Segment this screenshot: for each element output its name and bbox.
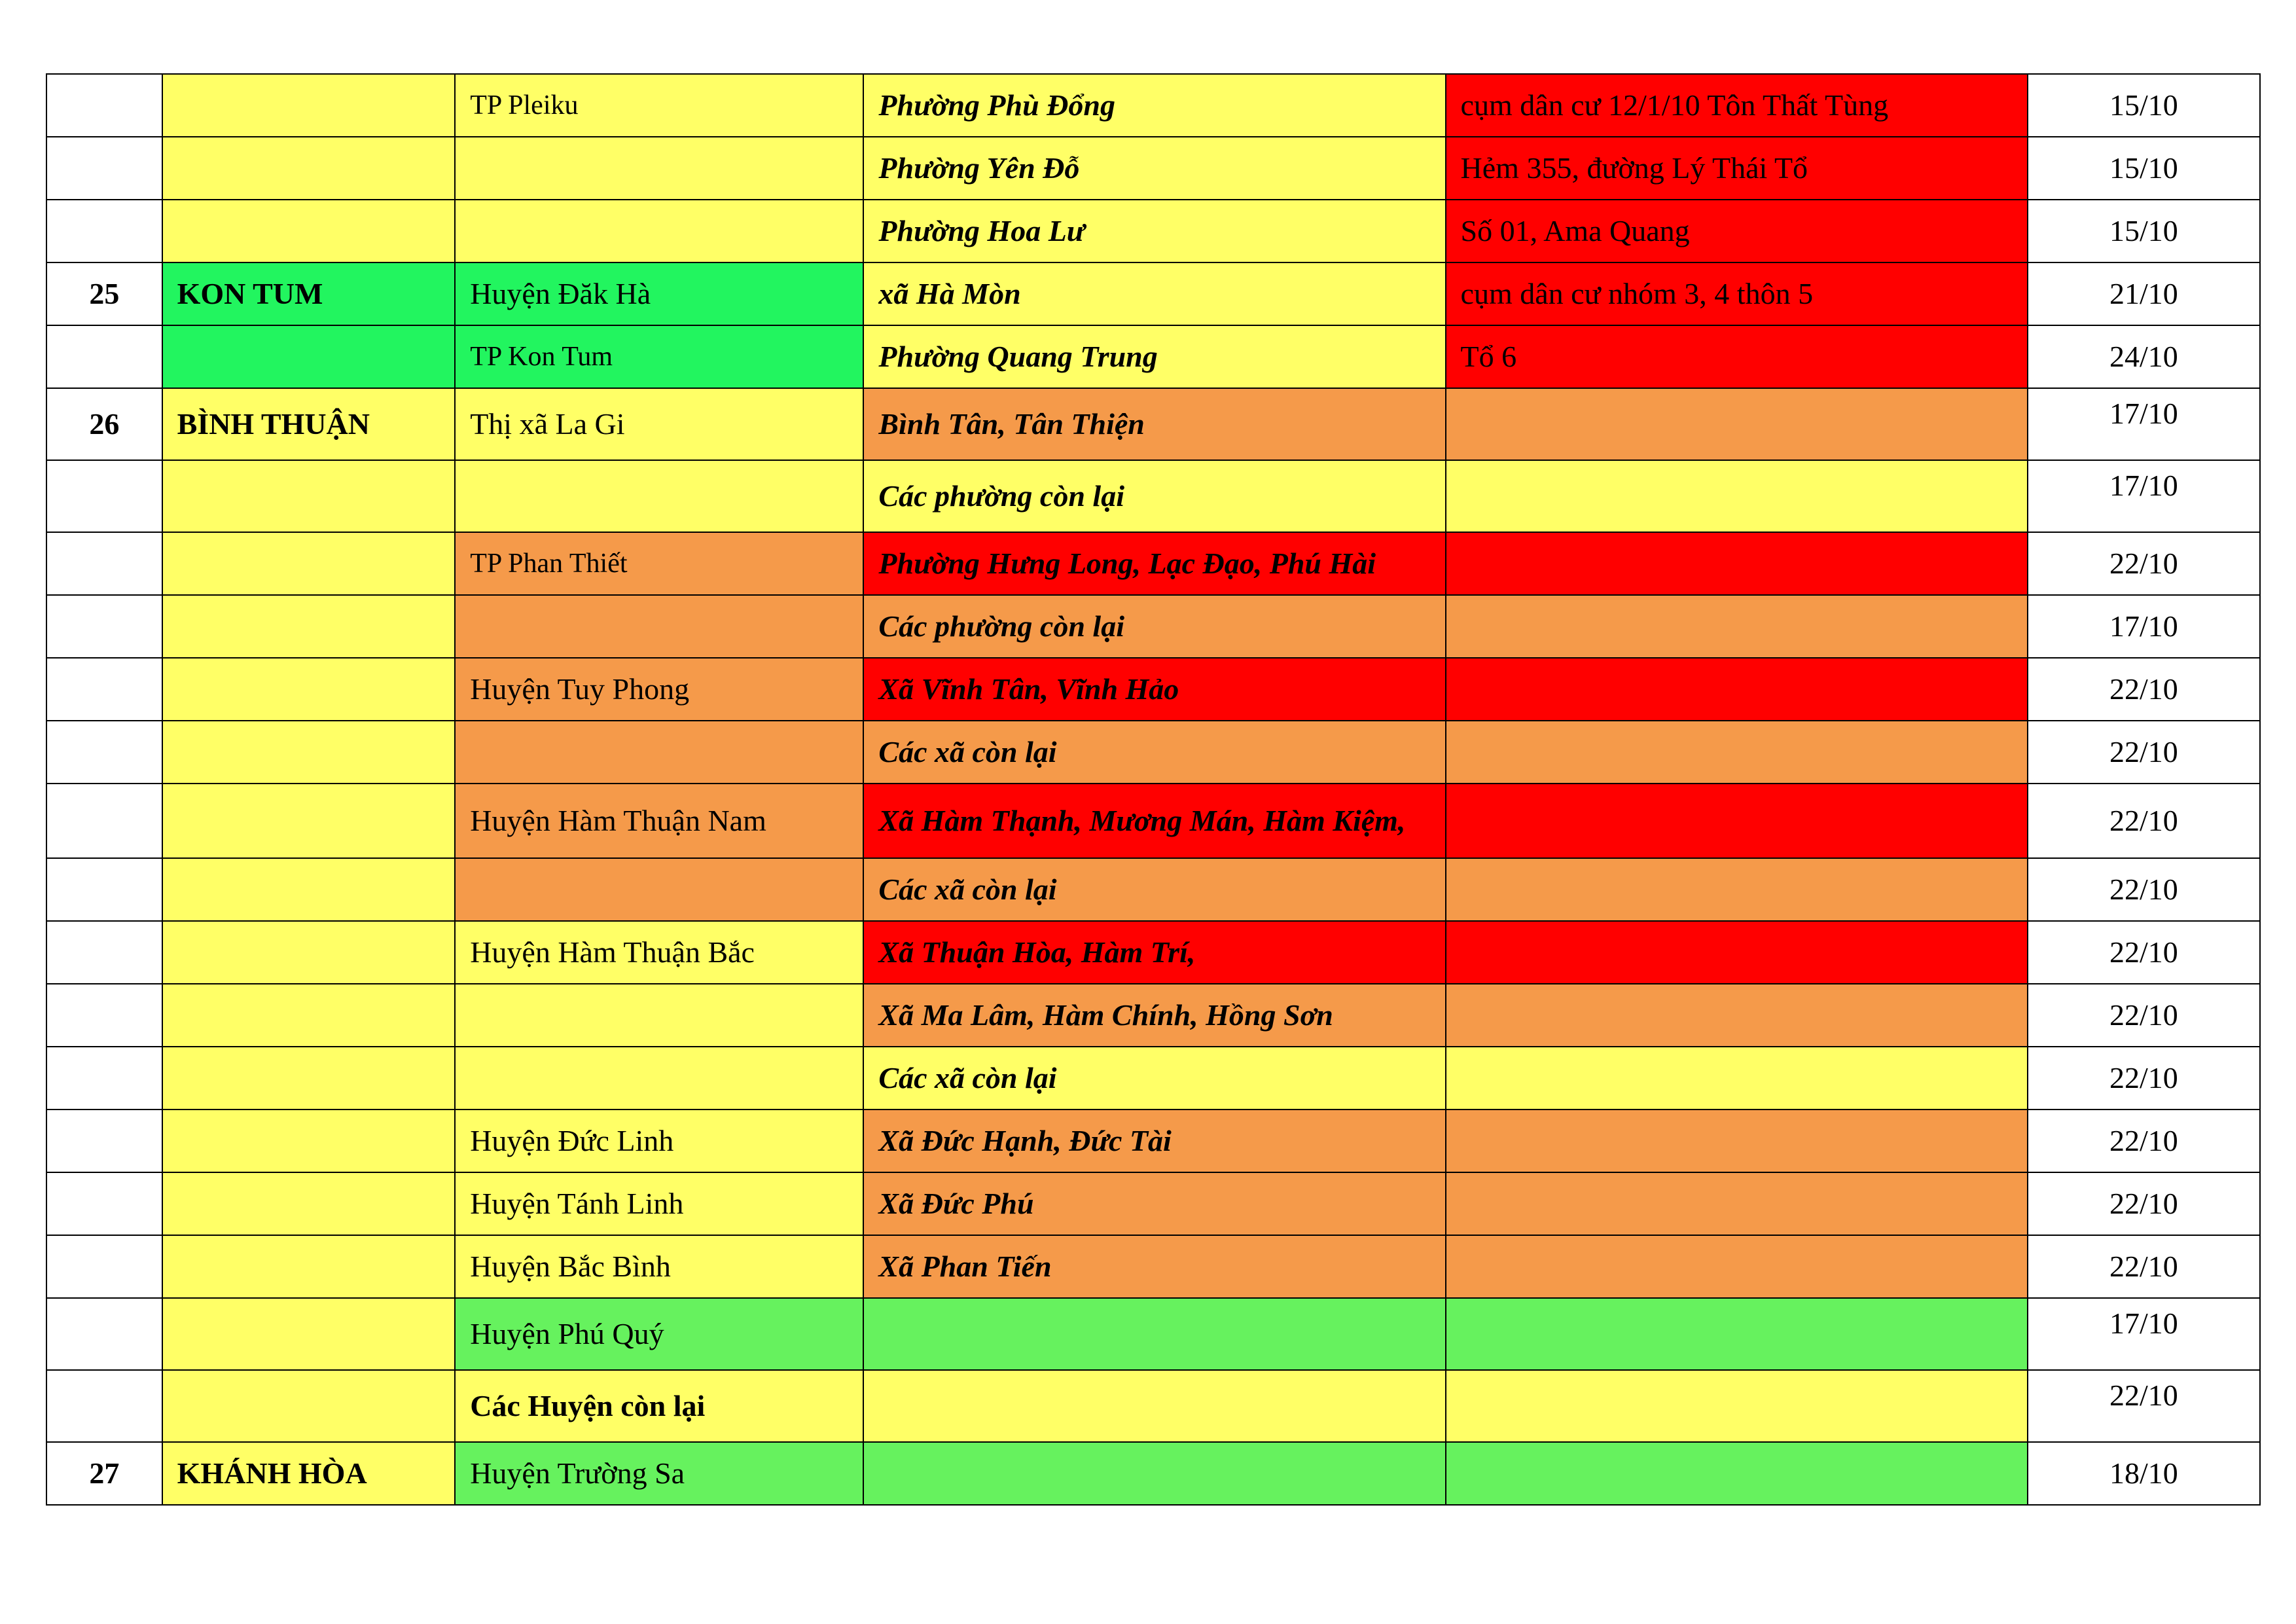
date-cell: 22/10 xyxy=(2028,532,2260,595)
ward-cell: Xã Thuận Hòa, Hàm Trí, xyxy=(863,921,1445,984)
ward-cell: Các xã còn lại xyxy=(863,1047,1445,1110)
table-row xyxy=(46,388,2260,460)
ward-cell: Các xã còn lại xyxy=(863,858,1445,921)
stt-cell xyxy=(46,1047,162,1110)
table-row xyxy=(46,721,2260,784)
district-cell: TP Phan Thiết xyxy=(455,532,863,595)
province-cell xyxy=(162,325,456,388)
province-cell xyxy=(162,921,456,984)
ward-cell xyxy=(863,1298,1445,1370)
province-cell xyxy=(162,784,456,858)
district-cell xyxy=(455,200,863,262)
date-cell: 17/10 xyxy=(2028,595,2260,658)
table-row xyxy=(46,137,2260,200)
district-cell: Huyện Hàm Thuận Nam xyxy=(455,784,863,858)
date-cell: 22/10 xyxy=(2028,784,2260,858)
ward-cell: Phường Hưng Long, Lạc Đạo, Phú Hài xyxy=(863,532,1445,595)
stt-cell xyxy=(46,721,162,784)
stt-cell xyxy=(46,1110,162,1172)
province-cell xyxy=(162,460,456,532)
date-cell: 22/10 xyxy=(2028,1235,2260,1298)
stt-cell xyxy=(46,984,162,1047)
date-cell: 17/10 xyxy=(2028,1298,2260,1370)
stt-cell: 27 xyxy=(46,1442,162,1505)
province-cell xyxy=(162,74,456,137)
date-cell: 18/10 xyxy=(2028,1442,2260,1505)
stt-cell xyxy=(46,460,162,532)
area-cell xyxy=(1446,388,2028,460)
province-cell xyxy=(162,200,456,262)
table-body xyxy=(46,74,2260,1505)
ward-cell: Các phường còn lại xyxy=(863,460,1445,532)
province-cell xyxy=(162,1235,456,1298)
stt-cell xyxy=(46,658,162,721)
table-row xyxy=(46,200,2260,262)
table-row xyxy=(46,532,2260,595)
ward-cell: Phường Yên Đỗ xyxy=(863,137,1445,200)
stt-cell xyxy=(46,137,162,200)
district-cell: Huyện Tuy Phong xyxy=(455,658,863,721)
ward-cell: Các xã còn lại xyxy=(863,721,1445,784)
stt-cell xyxy=(46,74,162,137)
area-cell xyxy=(1446,1442,2028,1505)
table-row xyxy=(46,74,2260,137)
district-cell xyxy=(455,721,863,784)
table-row xyxy=(46,1370,2260,1442)
area-cell xyxy=(1446,721,2028,784)
district-cell xyxy=(455,137,863,200)
ward-cell: Xã Ma Lâm, Hàm Chính, Hồng Sơn xyxy=(863,984,1445,1047)
area-cell xyxy=(1446,984,2028,1047)
district-cell xyxy=(455,1047,863,1110)
area-cell: Tổ 6 xyxy=(1446,325,2028,388)
date-cell: 22/10 xyxy=(2028,984,2260,1047)
area-cell xyxy=(1446,1298,2028,1370)
area-cell xyxy=(1446,1370,2028,1442)
district-cell xyxy=(455,595,863,658)
table-row xyxy=(46,1172,2260,1235)
area-cell xyxy=(1446,784,2028,858)
area-cell: Hẻm 355, đường Lý Thái Tổ xyxy=(1446,137,2028,200)
stt-cell xyxy=(46,784,162,858)
table-row xyxy=(46,921,2260,984)
stt-cell xyxy=(46,325,162,388)
province-cell xyxy=(162,532,456,595)
date-cell: 22/10 xyxy=(2028,1110,2260,1172)
table-row xyxy=(46,1110,2260,1172)
table-row xyxy=(46,1298,2260,1370)
ward-cell: Xã Đức Hạnh, Đức Tài xyxy=(863,1110,1445,1172)
district-cell: Huyện Đức Linh xyxy=(455,1110,863,1172)
date-cell: 17/10 xyxy=(2028,388,2260,460)
district-cell: Huyện Bắc Bình xyxy=(455,1235,863,1298)
date-cell: 22/10 xyxy=(2028,721,2260,784)
stt-cell xyxy=(46,595,162,658)
ward-cell: Xã Hàm Thạnh, Mương Mán, Hàm Kiệm, xyxy=(863,784,1445,858)
district-cell: Thị xã La Gi xyxy=(455,388,863,460)
date-cell: 15/10 xyxy=(2028,137,2260,200)
area-cell xyxy=(1446,532,2028,595)
area-cell xyxy=(1446,921,2028,984)
area-cell xyxy=(1446,1235,2028,1298)
district-cell xyxy=(455,858,863,921)
date-cell: 22/10 xyxy=(2028,1370,2260,1442)
province-cell: KHÁNH HÒA xyxy=(162,1442,456,1505)
area-cell xyxy=(1446,1110,2028,1172)
table-row xyxy=(46,984,2260,1047)
district-cell: Huyện Tánh Linh xyxy=(455,1172,863,1235)
stt-cell xyxy=(46,1370,162,1442)
stt-cell xyxy=(46,921,162,984)
ward-cell: Xã Đức Phú xyxy=(863,1172,1445,1235)
ward-cell: Phường Quang Trung xyxy=(863,325,1445,388)
date-cell: 22/10 xyxy=(2028,858,2260,921)
stt-cell xyxy=(46,1298,162,1370)
table-row xyxy=(46,262,2260,325)
area-cell xyxy=(1446,658,2028,721)
table-row xyxy=(46,595,2260,658)
area-cell xyxy=(1446,858,2028,921)
province-cell xyxy=(162,1172,456,1235)
area-cell: cụm dân cư 12/1/10 Tôn Thất Tùng xyxy=(1446,74,2028,137)
table-row xyxy=(46,1235,2260,1298)
date-cell: 15/10 xyxy=(2028,74,2260,137)
province-cell xyxy=(162,595,456,658)
table-row xyxy=(46,658,2260,721)
stt-cell xyxy=(46,200,162,262)
ward-cell: Phường Hoa Lư xyxy=(863,200,1445,262)
stt-cell xyxy=(46,1235,162,1298)
zone-table xyxy=(46,73,2261,1506)
district-cell: Huyện Phú Quý xyxy=(455,1298,863,1370)
province-cell xyxy=(162,1370,456,1442)
area-cell xyxy=(1446,1172,2028,1235)
table-row xyxy=(46,1442,2260,1505)
date-cell: 22/10 xyxy=(2028,1172,2260,1235)
date-cell: 24/10 xyxy=(2028,325,2260,388)
area-cell: Số 01, Ama Quang xyxy=(1446,200,2028,262)
district-cell xyxy=(455,984,863,1047)
district-cell: Các Huyện còn lại xyxy=(455,1370,863,1442)
date-cell: 22/10 xyxy=(2028,1047,2260,1110)
table-row xyxy=(46,325,2260,388)
date-cell: 22/10 xyxy=(2028,658,2260,721)
stt-cell xyxy=(46,858,162,921)
district-cell: TP Kon Tum xyxy=(455,325,863,388)
province-cell xyxy=(162,1110,456,1172)
stt-cell: 26 xyxy=(46,388,162,460)
stt-cell xyxy=(46,1172,162,1235)
ward-cell: Phường Phù Đổng xyxy=(863,74,1445,137)
date-cell: 17/10 xyxy=(2028,460,2260,532)
ward-cell: Các phường còn lại xyxy=(863,595,1445,658)
area-cell xyxy=(1446,1047,2028,1110)
date-cell: 21/10 xyxy=(2028,262,2260,325)
province-cell xyxy=(162,1298,456,1370)
ward-cell: Xã Phan Tiến xyxy=(863,1235,1445,1298)
district-cell xyxy=(455,460,863,532)
province-cell xyxy=(162,984,456,1047)
district-cell: TP Pleiku xyxy=(455,74,863,137)
area-cell xyxy=(1446,595,2028,658)
province-cell xyxy=(162,858,456,921)
province-cell: KON TUM xyxy=(162,262,456,325)
province-cell xyxy=(162,137,456,200)
ward-cell: Xã Vĩnh Tân, Vĩnh Hảo xyxy=(863,658,1445,721)
area-cell: cụm dân cư nhóm 3, 4 thôn 5 xyxy=(1446,262,2028,325)
province-cell xyxy=(162,721,456,784)
province-cell xyxy=(162,1047,456,1110)
province-cell xyxy=(162,658,456,721)
district-cell: Huyện Trường Sa xyxy=(455,1442,863,1505)
area-cell xyxy=(1446,460,2028,532)
stt-cell xyxy=(46,532,162,595)
table-row xyxy=(46,784,2260,858)
ward-cell: xã Hà Mòn xyxy=(863,262,1445,325)
date-cell: 15/10 xyxy=(2028,200,2260,262)
province-cell: BÌNH THUẬN xyxy=(162,388,456,460)
stt-cell: 25 xyxy=(46,262,162,325)
ward-cell: Bình Tân, Tân Thiện xyxy=(863,388,1445,460)
date-cell: 22/10 xyxy=(2028,921,2260,984)
district-cell: Huyện Đăk Hà xyxy=(455,262,863,325)
table-row xyxy=(46,858,2260,921)
district-cell: Huyện Hàm Thuận Bắc xyxy=(455,921,863,984)
table-row xyxy=(46,460,2260,532)
ward-cell xyxy=(863,1442,1445,1505)
table-row xyxy=(46,1047,2260,1110)
ward-cell xyxy=(863,1370,1445,1442)
